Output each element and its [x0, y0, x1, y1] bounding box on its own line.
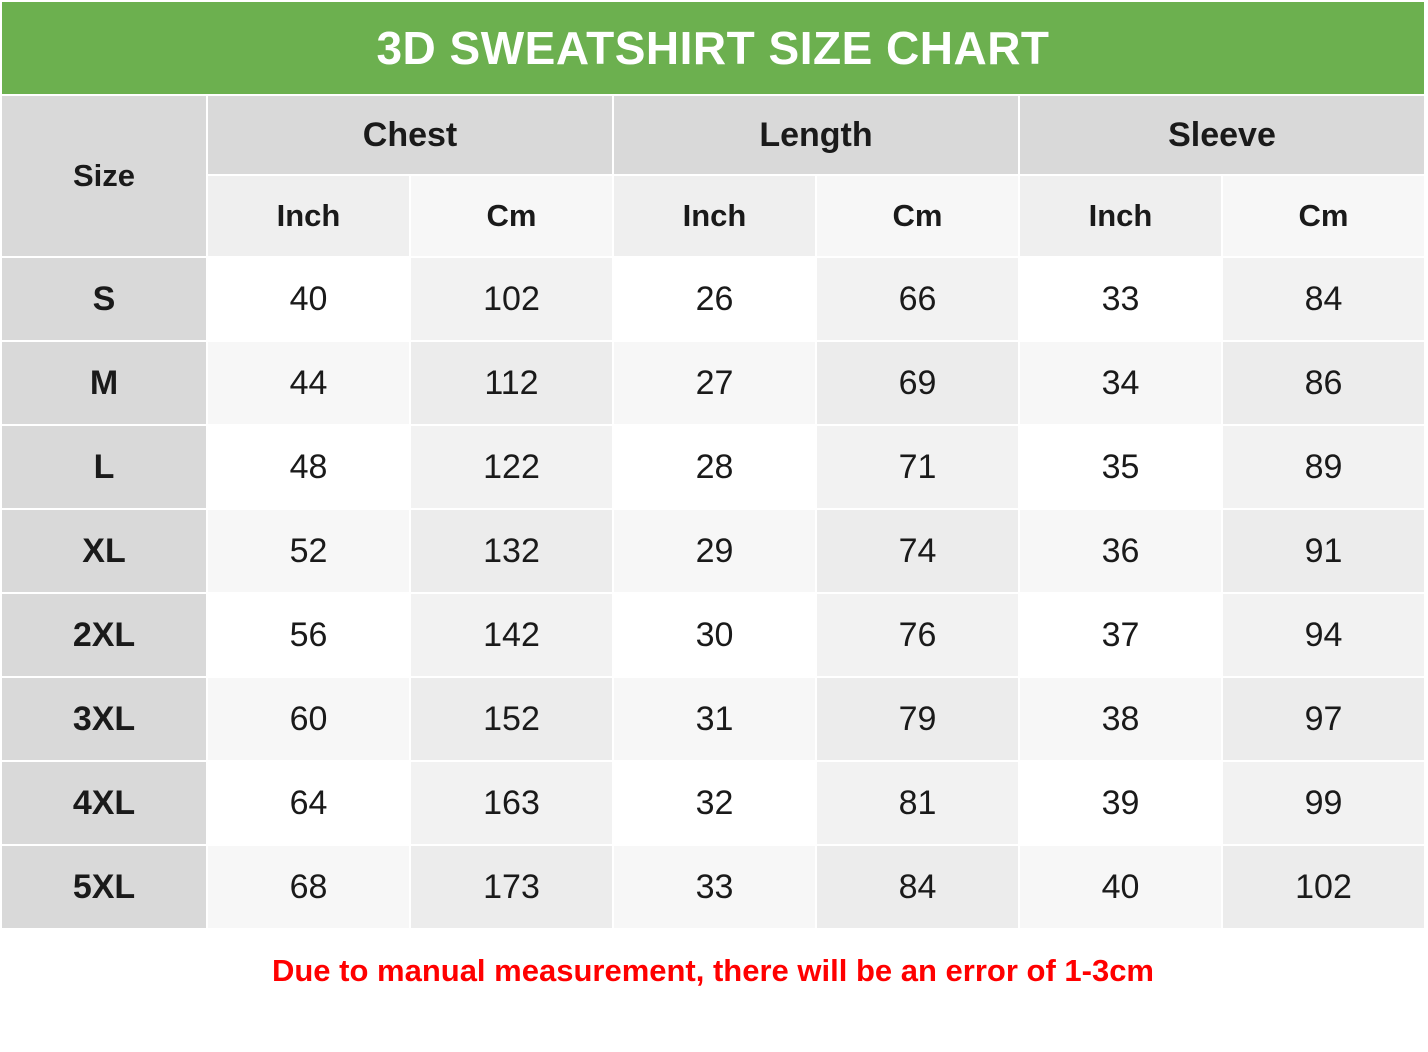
cell-m-chest-cm: 112 [410, 341, 613, 425]
cell-2xl-length-inch: 30 [613, 593, 816, 677]
spacer-cell [1019, 1013, 1222, 1051]
group-header-sleeve: Sleeve [1019, 95, 1425, 175]
cell-5xl-sleeve-cm: 102 [1222, 845, 1425, 929]
cell-l-sleeve-cm: 89 [1222, 425, 1425, 509]
cell-5xl-sleeve-inch: 40 [1019, 845, 1222, 929]
cell-3xl-chest-inch: 60 [207, 677, 410, 761]
unit-header-chest-inch: Inch [207, 175, 410, 257]
page-title: 3D SWEATSHIRT SIZE CHART [1, 1, 1425, 95]
unit-header-row [1, 175, 1425, 257]
chart-title-row [1, 1, 1425, 95]
row-label-4xl: 4XL [1, 761, 207, 845]
row-label-2xl: 2XL [1, 593, 207, 677]
cell-5xl-chest-inch: 68 [207, 845, 410, 929]
spacer-cell [816, 1013, 1019, 1051]
bottom-spacer-row [1, 1013, 1425, 1051]
cell-4xl-length-cm: 81 [816, 761, 1019, 845]
unit-header-chest-cm: Cm [410, 175, 613, 257]
row-label-s: S [1, 257, 207, 341]
unit-header-sleeve-inch: Inch [1019, 175, 1222, 257]
group-header-row [1, 95, 1425, 175]
cell-4xl-length-inch: 32 [613, 761, 816, 845]
cell-m-length-inch: 27 [613, 341, 816, 425]
cell-2xl-length-cm: 76 [816, 593, 1019, 677]
table-row [1, 593, 1425, 677]
group-header-length: Length [613, 95, 1019, 175]
cell-xl-length-cm: 74 [816, 509, 1019, 593]
cell-xl-length-inch: 29 [613, 509, 816, 593]
cell-l-length-cm: 71 [816, 425, 1019, 509]
cell-l-length-inch: 28 [613, 425, 816, 509]
cell-xl-chest-cm: 132 [410, 509, 613, 593]
spacer-cell [410, 1013, 613, 1051]
cell-m-chest-inch: 44 [207, 341, 410, 425]
cell-2xl-sleeve-inch: 37 [1019, 593, 1222, 677]
table-row [1, 761, 1425, 845]
row-label-l: L [1, 425, 207, 509]
row-label-5xl: 5XL [1, 845, 207, 929]
cell-2xl-chest-cm: 142 [410, 593, 613, 677]
row-label-xl: XL [1, 509, 207, 593]
cell-s-chest-cm: 102 [410, 257, 613, 341]
row-label-3xl: 3XL [1, 677, 207, 761]
table-row [1, 509, 1425, 593]
table-row [1, 257, 1425, 341]
cell-s-length-cm: 66 [816, 257, 1019, 341]
cell-3xl-sleeve-inch: 38 [1019, 677, 1222, 761]
cell-m-length-cm: 69 [816, 341, 1019, 425]
cell-s-length-inch: 26 [613, 257, 816, 341]
cell-xl-sleeve-inch: 36 [1019, 509, 1222, 593]
cell-s-sleeve-inch: 33 [1019, 257, 1222, 341]
unit-header-length-inch: Inch [613, 175, 816, 257]
note-row [1, 929, 1425, 1013]
cell-4xl-chest-cm: 163 [410, 761, 613, 845]
cell-l-chest-inch: 48 [207, 425, 410, 509]
table-row [1, 845, 1425, 929]
cell-l-sleeve-inch: 35 [1019, 425, 1222, 509]
cell-m-sleeve-inch: 34 [1019, 341, 1222, 425]
cell-4xl-chest-inch: 64 [207, 761, 410, 845]
spacer-cell [207, 1013, 410, 1051]
cell-l-chest-cm: 122 [410, 425, 613, 509]
column-header-size: Size [1, 95, 207, 257]
cell-5xl-length-inch: 33 [613, 845, 816, 929]
unit-header-length-cm: Cm [816, 175, 1019, 257]
table-row [1, 341, 1425, 425]
spacer-cell [1222, 1013, 1425, 1051]
cell-5xl-length-cm: 84 [816, 845, 1019, 929]
cell-3xl-length-cm: 79 [816, 677, 1019, 761]
row-label-m: M [1, 341, 207, 425]
unit-header-sleeve-cm: Cm [1222, 175, 1425, 257]
cell-3xl-chest-cm: 152 [410, 677, 613, 761]
group-header-chest: Chest [207, 95, 613, 175]
cell-xl-sleeve-cm: 91 [1222, 509, 1425, 593]
cell-2xl-sleeve-cm: 94 [1222, 593, 1425, 677]
cell-3xl-sleeve-cm: 97 [1222, 677, 1425, 761]
table-row [1, 425, 1425, 509]
cell-s-chest-inch: 40 [207, 257, 410, 341]
spacer-cell [613, 1013, 816, 1051]
spacer-cell [1, 1013, 207, 1051]
cell-m-sleeve-cm: 86 [1222, 341, 1425, 425]
cell-2xl-chest-inch: 56 [207, 593, 410, 677]
cell-4xl-sleeve-inch: 39 [1019, 761, 1222, 845]
cell-4xl-sleeve-cm: 99 [1222, 761, 1425, 845]
table-row [1, 677, 1425, 761]
cell-5xl-chest-cm: 173 [410, 845, 613, 929]
measurement-note: Due to manual measurement, there will be an error of 1-3cm [1, 929, 1425, 1013]
cell-s-sleeve-cm: 84 [1222, 257, 1425, 341]
cell-xl-chest-inch: 52 [207, 509, 410, 593]
cell-3xl-length-inch: 31 [613, 677, 816, 761]
